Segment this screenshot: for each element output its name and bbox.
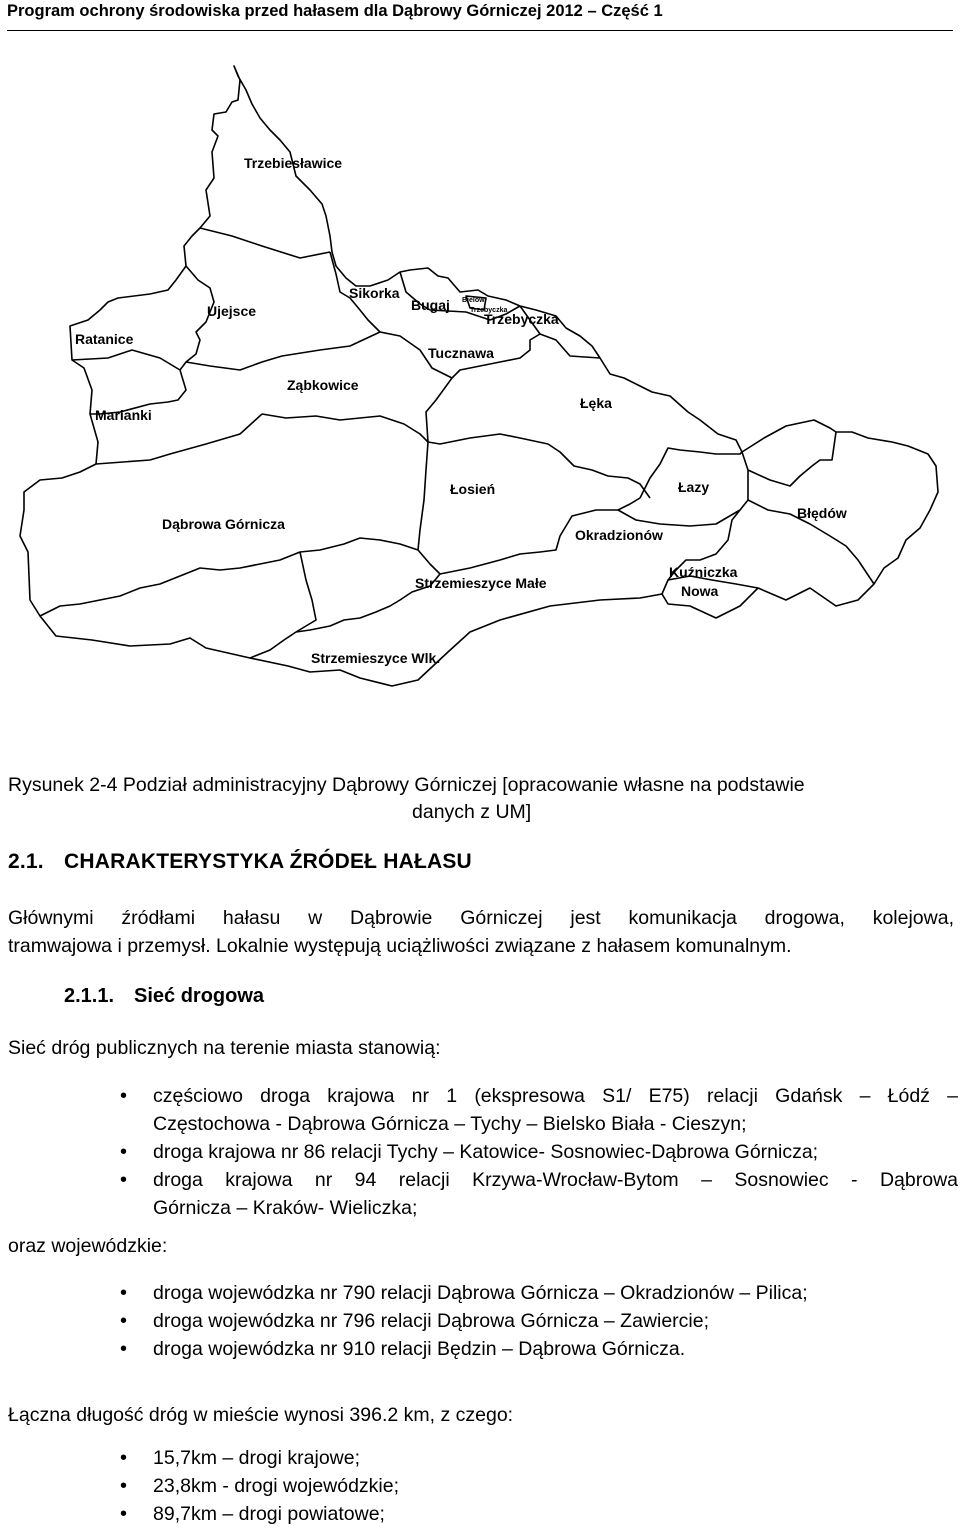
list-item-line: • częściowo droga krajowa nr 1 (ekspresowa S1/ E75) relacji Gdańsk – Łódź – xyxy=(153,1085,958,1107)
list-item: • droga wojewódzka nr 796 relacji Dąbrowa Górnicza – Zawiercie; xyxy=(118,1307,958,1335)
intro-line-1: Głównymi źródłami hałasu w Dąbrowie Górniczej jest komunikacja drogowa, kolejowa, xyxy=(8,907,954,929)
boundary-dg-south xyxy=(296,552,316,632)
boundary-zabkowice-s xyxy=(262,414,428,442)
list-item: • 89,7km – drogi powiatowe; xyxy=(118,1500,958,1528)
intro-paragraph xyxy=(8,904,954,960)
boundary-leka-west xyxy=(426,378,650,498)
boundary-trzebieslawice xyxy=(200,228,330,258)
label-zabkowice: Ząbkowice xyxy=(287,377,359,393)
list-item-line: droga krajowa nr 86 relacji Tychy – Katowice- Sosnowiec-Dąbrowa Górnicza; xyxy=(153,1141,819,1163)
national-roads-list xyxy=(118,1082,958,1222)
subsection-heading xyxy=(64,985,264,1008)
label-strzemieszyce-wlk: Strzemieszyce Wlk. xyxy=(311,650,441,666)
caption-line-1: Rysunek 2-4 Podział administracyjny Dąbrowy Górniczej [opracowanie własne na podstawie xyxy=(8,774,805,796)
list-item-line: Częstochowa - Dąbrowa Górnicza – Tychy – Bielsko Biała - Cieszyn; xyxy=(153,1113,747,1135)
section-heading xyxy=(8,850,472,874)
label-trzebyczka: Trzebyczka xyxy=(484,311,559,327)
boundary-okradzionow xyxy=(618,510,740,526)
label-tucznawa: Tucznawa xyxy=(428,345,494,361)
length-intro: Łączna długość dróg w mieście wynosi 396.2 km, z czego: xyxy=(8,1404,514,1426)
list-item: • droga wojewódzka nr 790 relacji Dąbrowa Górnicza – Okradzionów – Pilica; xyxy=(118,1279,958,1307)
label-bielow: Bielów xyxy=(462,297,485,304)
voivodeship-intro: oraz wojewódzkie: xyxy=(8,1235,168,1257)
boundary-losien-west xyxy=(418,442,440,574)
subsection-title: Sieć drogowa xyxy=(134,985,265,1007)
section-title: CHARAKTERYSTYKA ŹRÓDEŁ HAŁASU xyxy=(64,850,472,873)
label-ujejsce: Ujejsce xyxy=(207,303,257,319)
header-title: Program ochrony środowiska przed hałasem dla Dąbrowy Górniczej 2012 – Część 1 xyxy=(7,2,663,20)
label-strzemieszyce-male: Strzemieszyce Małe xyxy=(415,575,547,591)
label-losien: Łosień xyxy=(450,481,496,497)
page-header xyxy=(7,0,953,31)
list-item: • 15,7km – drogi krajowe; xyxy=(118,1444,958,1472)
list-item xyxy=(118,1166,958,1222)
voivodeship-roads-list xyxy=(118,1279,958,1363)
label-ratanice: Ratanice xyxy=(75,331,134,347)
subsection-number: 2.1.1. xyxy=(64,985,115,1007)
list-item xyxy=(118,1138,958,1166)
label-bugaj: Bugaj xyxy=(411,297,450,313)
label-trzebieslawice: Trzebiesławice xyxy=(244,155,343,171)
label-okradzionow: Okradzionów xyxy=(575,527,663,543)
figure-caption xyxy=(8,772,952,826)
label-dabrowa-gornicza: Dąbrowa Górnicza xyxy=(162,516,285,532)
district-map xyxy=(0,40,960,740)
label-kuzniczka: Kuźniczka xyxy=(669,564,738,580)
list-item: • droga wojewódzka nr 910 relacji Będzin – Dąbrowa Górnicza. xyxy=(118,1335,958,1363)
label-bledow: Błędów xyxy=(797,505,847,521)
label-trzebyczka-small: Trzebyczka xyxy=(470,307,508,314)
list-item: • 23,8km - drogi wojewódzkie; xyxy=(118,1472,958,1500)
boundary-dg-east xyxy=(40,538,418,616)
label-nowa: Nowa xyxy=(681,583,719,599)
boundary-zabkowice xyxy=(186,332,452,378)
list-item-line: Górnicza – Kraków- Wieliczka; xyxy=(153,1197,418,1219)
label-lazy: Łazy xyxy=(678,479,710,495)
label-sikorka: Sikorka xyxy=(349,285,400,301)
intro-line-2: tramwajowa i przemysł. Lokalnie występują uciążliwości związane z hałasem komunalnym. xyxy=(8,935,792,957)
roads-intro: Sieć dróg publicznych na terenie miasta stanowią: xyxy=(8,1037,441,1059)
label-marianki: Marianki xyxy=(95,407,152,423)
list-item-line: • droga krajowa nr 94 relacji Krzywa-Wrocław-Bytom – Sosnowiec - Dąbrowa xyxy=(153,1169,958,1191)
label-leka: Łęka xyxy=(580,395,612,411)
section-number: 2.1. xyxy=(8,850,44,873)
lengths-list xyxy=(118,1444,958,1528)
list-item xyxy=(118,1082,958,1138)
city-boundary xyxy=(20,66,938,686)
caption-line-2: danych z UM] xyxy=(412,801,532,823)
boundary-strzm-wlk-n xyxy=(250,632,296,658)
